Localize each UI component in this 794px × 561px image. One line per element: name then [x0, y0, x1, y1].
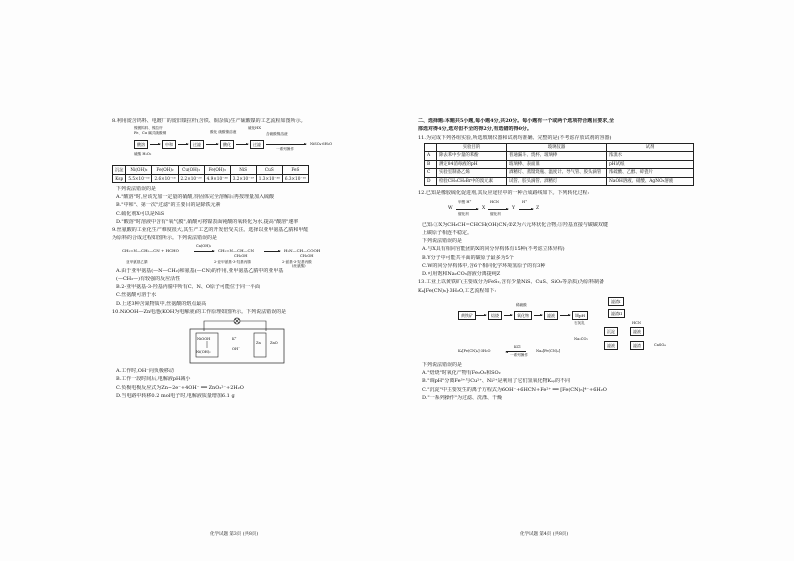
right-column — [418, 118, 700, 403]
q13-stem: 13.工业上以黄铁矿(主要成分为FeS₂,含有少量NiS、CuS、SiO₂等杂质)为原料制备 — [418, 279, 605, 286]
section-title-2: 部选对得4分,选对但不全的得2分,有选错的得0分。 — [418, 126, 532, 133]
q9-m1: CH₂=N—CH₂—CN + HCHO — [122, 247, 179, 253]
q8-box-filter1: 过滤 — [190, 140, 204, 149]
q13-ask: 下列说法错误的是 — [422, 361, 463, 368]
table-row: D 检验CH₃CH₂Br中的溴元素 试管、胶头滴管、酒精灯 NaOH溶液、硝酸、AgNO₃溶液 — [425, 177, 694, 186]
q12-arrow-1 — [456, 209, 478, 210]
q8-feed: 镍镀钨料、镍拉杆 — [134, 126, 163, 131]
q8-arrow-2 — [178, 144, 188, 145]
q13-product: K₄[Fe(CN)₆]·3H₂O — [458, 348, 491, 353]
q9-label-2: 2-亚甲氨基-3-羟基丙腈 — [214, 259, 251, 264]
q13-box-precipitate: 沉淀 — [604, 327, 618, 336]
q13-na4: Na₄[Fe(CN)₆] — [536, 348, 561, 353]
q8-note-mid: 酸化 硫酸镍溶液 — [210, 130, 237, 135]
q8-product: NiSO₄·6H₂O — [310, 142, 333, 147]
q13-hcn: HCN — [632, 320, 642, 325]
q13-option-b: B."调pH"分离Fe³⁺与Cu²⁺、Ni²⁺是利用了它们氢氧化物Kₛₚ的不同 — [422, 378, 570, 385]
q12-known-2: 上碳原子相连不稳定。 — [422, 229, 473, 236]
table-row: B 测定84消毒液的pH 玻璃棒、表面皿 pH试纸 — [425, 160, 694, 169]
q9-label-3b: (丝氨酸) — [292, 263, 306, 268]
cell-left-1: NiOOH — [197, 337, 211, 341]
q9-cond: Ca(OH)₂ — [196, 243, 212, 248]
cell-left-2: Ni(OH)₂ — [196, 350, 211, 354]
q13-ops: 一系列操作 — [510, 352, 528, 357]
q9-label-3: 2-氨基-3-羟基丙酸 — [282, 259, 312, 264]
q9-option-a-cont: (—CH₂—)有较强的反应活性 — [116, 275, 181, 282]
q9-label-1: 亚甲氨基乙腈 — [126, 259, 148, 264]
q8-option-a: A."酸溶"时,应该先加一定量的硝酸,待固体完全溶解后再按理量加入硫酸 — [116, 194, 274, 200]
q12-c1b: 催化剂 — [458, 211, 469, 216]
q12-y: Y — [512, 205, 515, 211]
q8-option-b: B."中和"、第一次"过滤"的主要目的是除铁元素 — [116, 202, 221, 209]
q13-box-filtrate2: 滤液 — [630, 327, 644, 336]
cell-right-2: ZnO — [270, 341, 278, 345]
q12-c1: 甲醛 H⁺ — [458, 199, 472, 204]
q10-option-c: C.负极电极反应式为Zn−2e⁻+4OH⁻ ══ ZnO₂²⁻+2H₂O — [116, 384, 244, 391]
q8-note-ni: 含硫酸镍溶液 — [266, 132, 288, 137]
q12-c3: H⁺ — [522, 199, 528, 204]
q8-arrow-4 — [236, 144, 248, 145]
q12-ask: 下列说法错误的是 — [422, 238, 463, 244]
q8-ask: 下列说法错误的是 — [116, 185, 157, 192]
q8-reagent2: 硫酸 H₂O₂ — [134, 152, 152, 157]
q13-arrow-4 — [560, 315, 570, 316]
q8-reagent3: 硫化HX — [248, 126, 261, 131]
q11-stem: 11.为完成下列各组实验,所选玻璃仪器和试剂均准确、完整的是(不考虑存放试剂的容器) — [418, 134, 612, 141]
q8-reagent1: Fe、Cu 碱式硫酸铜 — [134, 131, 167, 136]
left-footer: 化学试题 第3页 (共8页) — [210, 532, 259, 537]
q9-option-a: A.由于亚甲氨基(—N—CH₂)和氨基(—CN)的作用,亚甲氨基乙腈中的亚甲基 — [116, 267, 284, 274]
q12-x: X — [482, 205, 486, 211]
q11-table — [424, 143, 694, 187]
q8-arrow-3 — [206, 144, 218, 145]
q12-option-b: B.Y分子中可能共平面的碳原子最多为5个 — [422, 254, 514, 261]
q9-m2: CH₂=N—CH—CN — [218, 247, 255, 253]
q9-stem2: 为原料的合成过程如图所示。下列说法错误的是 — [112, 235, 218, 242]
q9-arrow-2 — [264, 251, 280, 252]
q8-flowchart — [130, 126, 370, 162]
q12-option-c: C.W的同分异构体中,含6个相同化学环境氢原子的有3种 — [422, 262, 546, 269]
q12-arrow-3 — [519, 209, 533, 210]
q8-arrow-1 — [150, 144, 160, 145]
q9-m2b: CH₂OH — [234, 253, 248, 258]
q8-stem: 8.利用废含钨料、电镀厂的废旧镍拉杆(含铁、铜杂质)生产硫酸镍的工艺流程如图所示。 — [112, 118, 306, 124]
q13-acid: 稀硫酸 — [516, 302, 527, 307]
q13-box-roast: 焙烧 — [488, 311, 502, 320]
q12-option-d: D.可用饱和Na₂CO₃溶液分离提纯Z — [422, 271, 501, 277]
left-column — [112, 118, 394, 401]
q9-m3b: CH₂OH — [300, 253, 314, 258]
q13-na2co3: Na₂CO₃ — [574, 336, 588, 341]
q9-arrow-1 — [194, 251, 214, 252]
q13-stem2: K₄[Fe(CN)₆]·3H₂O,工艺流程如下: — [418, 287, 497, 294]
q9-option-b: B.2-亚甲氨基-3-羟基丙腈中所有C、N、O原子可能位于同一平面 — [116, 284, 260, 290]
q12-z: Z — [536, 205, 540, 211]
q10-cell-diagram — [182, 317, 292, 365]
q13-arrow-2 — [504, 315, 512, 316]
right-footer: 化学试题 第4页 (共8页) — [520, 532, 569, 537]
q12-option-a: A.与X具有相同官能团的X的同分异构体有15种(不考虑立体异构) — [422, 246, 565, 253]
q8-option-d: D."酸溶"时溶液中含有"氧气膜",硝酸可将镍表面钝酸的氧转化为水,提高"酸溶"速率 — [116, 218, 299, 225]
q8-box-acidify: 酸化 — [220, 140, 234, 149]
q13-box-filtrate3: 滤液 — [604, 341, 618, 350]
table-row: 实验目的 玻璃仪器 试剂 — [425, 143, 694, 152]
table-row: Ksp 5.5×10⁻¹⁶ 2.6×10⁻¹⁶ 2.2×10⁻²⁰ 4.9×10⁻³⁸ 3.2×10⁻¹⁹ 1.3×10⁻³⁶ 6.3×10⁻¹⁸ — [113, 174, 309, 182]
q12-known-1: 已知:①X为CH₃CH=CHCH(OH)CN;②Z为六元环状化合物;③羟基直接与碳碳双键 — [422, 221, 608, 228]
q13-arrow-1 — [476, 315, 486, 316]
q13-flowchart — [458, 297, 688, 359]
q13-kcl: KCl — [514, 344, 521, 349]
q13-box-oxide: 氧化物 — [514, 311, 532, 320]
q13-box-pyrite: 黄铁矿 — [458, 311, 476, 320]
q13-arrow-back — [506, 351, 526, 352]
q13-arrow-3 — [534, 315, 542, 316]
q13-box-residue3: 滤渣 — [630, 341, 644, 350]
table-row: 沉淀 Ni(OH)₂ Fe(OH)₂ Cu(OH)₂ Fe(OH)₃ NiS CuS FeS — [113, 166, 309, 174]
q9-scheme — [122, 244, 372, 266]
q8-box-neutralize: 中和 — [162, 140, 176, 149]
q8-option-c: C.硫化剂X可以是NiS — [116, 210, 165, 217]
q13-option-a: A."焙烧"时氧化产物有Fe₂O₃和SO₂ — [422, 370, 501, 376]
q10-stem: 10.NiOOH—Zn电池(KOH为电解液)的工作原理如图所示。下列说法错误的是 — [112, 308, 287, 315]
q13-box-residue2: 滤渣II — [608, 309, 625, 318]
q9-stem: 9.丝氨酸的工业化生产难度很大,其生产工艺的开发倍受关注。选择以亚甲氨基乙腈和甲醛 — [112, 227, 309, 233]
q8-arrow-5 — [266, 144, 306, 145]
cell-mid-1: K⁺ — [232, 337, 237, 341]
q13-option-c: C."沉淀"中主要发生的离子方程式为6OH⁻+6HCN+Fe²⁺ ══ [Fe(CN)₆]⁴⁻+6H₂O — [422, 386, 607, 393]
q12-c2b: 催化剂 — [490, 211, 501, 216]
q12-w: W — [448, 205, 453, 211]
q10-option-b: B.工作一段时间后,电解液pH减小 — [116, 376, 191, 383]
table-row: C 实验室制备乙烯 酒精灯、蒸馏烧瓶、温度计、导气管、胶头滴管 浓硫酸、乙醇、碎瓷片 — [425, 169, 694, 178]
q13-lime: 石灰乳 — [574, 320, 585, 325]
q10-option-d: D.当电路中转移0.2 mol电子时,电解液质量增加6.1 g — [116, 392, 235, 399]
q12-arrow-2 — [488, 209, 508, 210]
q10-option-a: A.工作时,OH⁻向负极移动 — [116, 368, 174, 374]
q9-option-d: D.上述3种含氮物质中,丝氨酸的熔点最高 — [116, 300, 207, 307]
section-title: 二、选择题:本题共5小题,每小题4分,共20分。每小题有一个或两个选项符合题目要求,全 — [418, 118, 614, 124]
q8-note-ops: 一系列操作 — [276, 147, 294, 152]
q13-box-residue1: 滤渣I — [608, 297, 624, 306]
q12-scheme — [418, 199, 700, 219]
q8-box-filter2: 过滤 — [250, 140, 264, 149]
q8-ksp-table — [112, 165, 309, 183]
q9-m3: H₂N—CH—COOH — [284, 247, 321, 253]
q13-box-adjust-ph: 调pH — [572, 311, 588, 320]
q13-box-filtrate: 滤液 — [544, 311, 558, 320]
q13-caso4: CaSO₄ — [654, 342, 666, 347]
q13-option-d: D."一系列操作"为过滤、洗涤、干燥 — [422, 394, 503, 401]
cell-right-1: Zn — [256, 341, 261, 345]
q8-box-acid-dissolve: 酸溶 — [134, 140, 148, 149]
q9-option-c: C.丝氨酸可溶于水 — [116, 292, 157, 299]
q12-c2: HCN — [490, 199, 500, 204]
table-row: A 除去苯中少量的苯酚 普通漏斗、烧杯、玻璃棒 浓溴水 — [425, 152, 694, 161]
cell-mid-2: OH⁻ — [232, 347, 240, 351]
q12-stem: 12.已知是橡胶硫化促进剂,其反应途径中的一种合成路线如下。下列转化过程: — [418, 190, 590, 197]
